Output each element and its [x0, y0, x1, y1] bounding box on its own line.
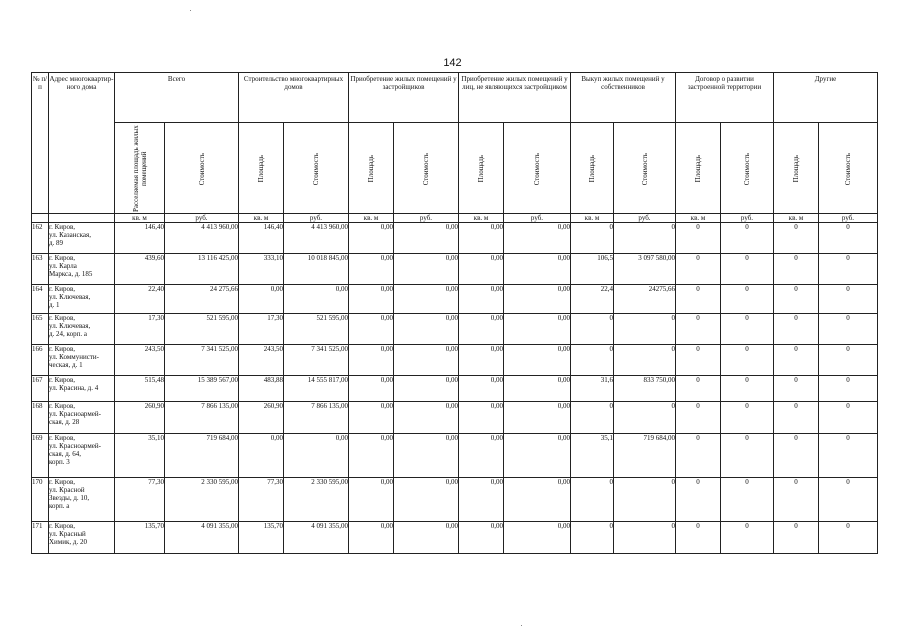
cell-cost: 0: [721, 402, 774, 434]
cell-area: 0: [676, 285, 721, 314]
cell-cost: 0: [721, 254, 774, 285]
cell-cost: 0,00: [394, 345, 459, 376]
address-line: ул. Красноармей-: [49, 410, 101, 418]
cell-cost: 719 684,00: [614, 434, 676, 478]
cell-cost: 0: [721, 223, 774, 254]
cell-area: 0,00: [459, 345, 504, 376]
unit-area: кв. м: [459, 214, 504, 223]
cell-cost: 10 018 845,00: [284, 254, 349, 285]
header-group-nondeveloper-purchase: Приобретение жилых помещений у лиц, не являющихся застройщиком: [459, 73, 571, 123]
address-line: г. Киров,: [49, 285, 76, 293]
subheader-cost: Стоимость: [721, 123, 774, 214]
cell-cost: 7 866 135,00: [284, 402, 349, 434]
table-row: [32, 522, 878, 554]
row-address: [49, 285, 115, 314]
cell-area: 260,90: [115, 402, 165, 434]
cell-area: 483,88: [239, 376, 284, 402]
cell-cost: 0,00: [394, 254, 459, 285]
row-number: 171: [32, 522, 49, 554]
cell-cost: 521 595,00: [284, 314, 349, 345]
cell-area: 0: [774, 478, 819, 522]
address-line: г. Киров,: [49, 402, 76, 410]
cell-area: 0: [676, 345, 721, 376]
row-address: [49, 223, 115, 254]
cell-area: 22,4: [571, 285, 614, 314]
cell-cost: 0,00: [394, 285, 459, 314]
cell-cost: 0: [819, 402, 878, 434]
cell-area: 333,10: [239, 254, 284, 285]
row-address: [49, 345, 115, 376]
cell-cost: 0: [614, 522, 676, 554]
address-line: г. Киров,: [49, 478, 76, 486]
address-line: ская, д. 28: [49, 418, 80, 426]
address-line: д. 24, корп. а: [49, 330, 87, 338]
cell-area: 0: [774, 223, 819, 254]
cell-area: 0: [571, 345, 614, 376]
scan-speck: [190, 10, 191, 11]
table-row: [32, 345, 878, 376]
cell-area: 0,00: [349, 402, 394, 434]
cell-cost: 0: [819, 376, 878, 402]
scan-speck: [521, 625, 522, 626]
cell-cost: 0: [819, 254, 878, 285]
cell-area: 0,00: [459, 402, 504, 434]
unit-cost: руб.: [819, 214, 878, 223]
cell-area: 135,70: [115, 522, 165, 554]
cell-area: 0,00: [459, 376, 504, 402]
subheader-cost: Стоимость: [819, 123, 878, 214]
address-line: ул. Красный: [49, 530, 86, 538]
header-group-total: Всего: [115, 73, 239, 123]
unit-cost: руб.: [721, 214, 774, 223]
subheader-area: Площадь: [774, 123, 819, 214]
unit-area: кв. м: [239, 214, 284, 223]
cell-cost: 0: [614, 314, 676, 345]
address-line: ул. Ключевая,: [49, 322, 91, 330]
cell-cost: 4 091 355,00: [165, 522, 239, 554]
header-address: Адрес многоквартир-ного дома: [49, 73, 115, 214]
subheader-cost: Стоимость: [165, 123, 239, 214]
cell-area: 0: [676, 314, 721, 345]
cell-cost: 15 389 567,00: [165, 376, 239, 402]
cell-area: 0,00: [349, 285, 394, 314]
address-line: г. Киров,: [49, 522, 76, 530]
unit-blank: [32, 214, 49, 223]
unit-blank: [49, 214, 115, 223]
cell-area: 0: [571, 478, 614, 522]
cell-cost: 0,00: [394, 522, 459, 554]
cell-area: 22,40: [115, 285, 165, 314]
cell-area: 0: [676, 223, 721, 254]
unit-area: кв. м: [349, 214, 394, 223]
cell-cost: 0,00: [394, 376, 459, 402]
cell-area: 0: [774, 314, 819, 345]
row-number: 168: [32, 402, 49, 434]
table-row: [32, 376, 878, 402]
row-number: 162: [32, 223, 49, 254]
cell-cost: 0,00: [394, 223, 459, 254]
address-line: корп. а: [49, 502, 70, 510]
cell-cost: 7 866 135,00: [165, 402, 239, 434]
cell-cost: 0: [819, 223, 878, 254]
cell-area: 135,70: [239, 522, 284, 554]
cell-cost: 0: [614, 402, 676, 434]
subheader-area: Площадь: [239, 123, 284, 214]
cell-area: 0,00: [459, 314, 504, 345]
row-address: [49, 402, 115, 434]
subheader-cost: Стоимость: [284, 123, 349, 214]
cell-area: 35,1: [571, 434, 614, 478]
cell-cost: 13 116 425,00: [165, 254, 239, 285]
table-row: [32, 285, 878, 314]
cell-cost: 0,00: [504, 314, 571, 345]
cell-area: 0,00: [459, 254, 504, 285]
cell-area: 0,00: [349, 376, 394, 402]
address-line: ул. Красина, д. 4: [49, 384, 99, 392]
unit-cost: руб.: [614, 214, 676, 223]
cell-area: 0,00: [459, 223, 504, 254]
header-group-buyout: Выкуп жилых помещений у собственников: [571, 73, 676, 123]
subheader-area: Площадь: [676, 123, 721, 214]
cell-area: 0: [676, 478, 721, 522]
cell-area: 0,00: [239, 434, 284, 478]
header-row-subcolumns: [32, 123, 878, 214]
cell-cost: 4 413 960,00: [165, 223, 239, 254]
cell-cost: 0,00: [504, 478, 571, 522]
cell-area: 0: [676, 434, 721, 478]
cell-cost: 4 413 960,00: [284, 223, 349, 254]
cell-area: 146,40: [239, 223, 284, 254]
cell-area: 0: [774, 522, 819, 554]
cell-area: 106,5: [571, 254, 614, 285]
cell-area: 0: [676, 522, 721, 554]
cell-cost: 0,00: [284, 434, 349, 478]
row-number: 169: [32, 434, 49, 478]
cell-cost: 0: [721, 434, 774, 478]
cell-cost: 0: [819, 522, 878, 554]
unit-cost: руб.: [394, 214, 459, 223]
cell-area: 243,50: [239, 345, 284, 376]
address-line: Химик, д. 20: [49, 538, 87, 546]
row-address: [49, 254, 115, 285]
row-number: 167: [32, 376, 49, 402]
cell-cost: 14 555 817,00: [284, 376, 349, 402]
cell-area: 260,90: [239, 402, 284, 434]
cell-area: 35,10: [115, 434, 165, 478]
row-number: 170: [32, 478, 49, 522]
row-address: [49, 376, 115, 402]
table-row: [32, 254, 878, 285]
address-line: ул. Красной: [49, 486, 85, 494]
cell-cost: 0,00: [504, 254, 571, 285]
subheader-cost: Стоимость: [394, 123, 459, 214]
cell-area: 0: [774, 285, 819, 314]
unit-area: кв. м: [115, 214, 165, 223]
cell-cost: 0,00: [504, 345, 571, 376]
table-row: [32, 434, 878, 478]
cell-cost: 0: [721, 314, 774, 345]
cell-cost: 0: [721, 478, 774, 522]
row-number: 163: [32, 254, 49, 285]
resettlement-table: [31, 72, 878, 554]
address-line: Маркса, д. 185: [49, 270, 93, 278]
cell-area: 0: [571, 223, 614, 254]
cell-cost: 4 091 355,00: [284, 522, 349, 554]
subheader-area: Площадь: [349, 123, 394, 214]
address-line: ческая, д. 1: [49, 361, 83, 369]
subheader-area: Площадь: [459, 123, 504, 214]
row-address: [49, 522, 115, 554]
address-line: ул. Красноармей-: [49, 442, 101, 450]
cell-area: 0: [774, 254, 819, 285]
row-address: [49, 478, 115, 522]
table-row: [32, 223, 878, 254]
cell-area: 0,00: [349, 434, 394, 478]
header-group-territory-agreement: Договор о развитии застроенной территории: [676, 73, 774, 123]
cell-area: 31,6: [571, 376, 614, 402]
address-line: д. 89: [49, 239, 64, 247]
cell-area: 17,30: [239, 314, 284, 345]
cell-cost: 0,00: [504, 285, 571, 314]
unit-area: кв. м: [571, 214, 614, 223]
cell-area: 0: [571, 402, 614, 434]
unit-cost: руб.: [284, 214, 349, 223]
cell-area: 0,00: [349, 314, 394, 345]
table-row: [32, 478, 878, 522]
cell-cost: 0: [614, 345, 676, 376]
cell-area: 0,00: [349, 223, 394, 254]
address-line: г. Киров,: [49, 434, 76, 442]
unit-cost: руб.: [165, 214, 239, 223]
table-body: [32, 223, 878, 554]
cell-area: 0,00: [349, 522, 394, 554]
address-line: ул. Ключевая,: [49, 293, 91, 301]
row-address: [49, 434, 115, 478]
cell-cost: 3 097 580,00: [614, 254, 676, 285]
address-line: ул. Карла: [49, 262, 77, 270]
subheader-area-total: Расселяемая площадь жилых помещений: [115, 123, 165, 214]
cell-cost: 7 341 525,00: [165, 345, 239, 376]
unit-area: кв. м: [676, 214, 721, 223]
cell-area: 0,00: [349, 345, 394, 376]
cell-cost: 0,00: [504, 223, 571, 254]
page-number: 142: [443, 57, 462, 69]
cell-cost: 0,00: [394, 402, 459, 434]
cell-area: 77,30: [115, 478, 165, 522]
cell-area: 0: [676, 254, 721, 285]
cell-area: 0,00: [349, 254, 394, 285]
cell-cost: 0,00: [394, 478, 459, 522]
row-address: [49, 314, 115, 345]
cell-cost: 719 684,00: [165, 434, 239, 478]
cell-area: 0,00: [459, 522, 504, 554]
cell-cost: 0: [721, 376, 774, 402]
cell-cost: 0: [819, 285, 878, 314]
address-line: г. Киров,: [49, 314, 76, 322]
cell-cost: 0,00: [394, 434, 459, 478]
cell-area: 146,40: [115, 223, 165, 254]
cell-cost: 7 341 525,00: [284, 345, 349, 376]
row-number: 165: [32, 314, 49, 345]
address-line: Звезды, д. 10,: [49, 494, 90, 502]
cell-area: 0,00: [349, 478, 394, 522]
cell-cost: 0: [721, 345, 774, 376]
cell-area: 0,00: [459, 434, 504, 478]
address-line: ская, д. 64,: [49, 450, 82, 458]
subheader-cost: Стоимость: [504, 123, 571, 214]
cell-area: 0: [774, 345, 819, 376]
header-row-units: [32, 214, 878, 223]
cell-cost: 0: [819, 314, 878, 345]
cell-cost: 0: [819, 434, 878, 478]
unit-cost: руб.: [504, 214, 571, 223]
cell-cost: 833 750,00: [614, 376, 676, 402]
row-number: 164: [32, 285, 49, 314]
cell-area: 0: [676, 376, 721, 402]
cell-cost: 2 330 595,00: [165, 478, 239, 522]
cell-area: 0: [774, 376, 819, 402]
cell-area: 0: [571, 314, 614, 345]
subheader-cost: Стоимость: [614, 123, 676, 214]
address-line: г. Киров,: [49, 223, 76, 231]
unit-area: кв. м: [774, 214, 819, 223]
cell-area: 0: [774, 402, 819, 434]
cell-area: 0,00: [239, 285, 284, 314]
cell-area: 0: [774, 434, 819, 478]
row-number: 166: [32, 345, 49, 376]
cell-cost: 2 330 595,00: [284, 478, 349, 522]
cell-area: 0: [676, 402, 721, 434]
address-line: ул. Казанская,: [49, 231, 91, 239]
address-line: г. Киров,: [49, 345, 76, 353]
cell-cost: 0,00: [504, 376, 571, 402]
cell-cost: 0: [721, 522, 774, 554]
cell-cost: 0: [721, 285, 774, 314]
cell-area: 0,00: [459, 285, 504, 314]
cell-area: 0: [571, 522, 614, 554]
address-line: г. Киров,: [49, 376, 76, 384]
address-line: корп. 3: [49, 458, 70, 466]
header-index: № п/п: [32, 73, 49, 214]
cell-cost: 0,00: [394, 314, 459, 345]
subheader-area: Площадь: [571, 123, 614, 214]
header-row-groups: [32, 73, 878, 123]
address-line: г. Киров,: [49, 254, 76, 262]
table-row: [32, 314, 878, 345]
cell-cost: 521 595,00: [165, 314, 239, 345]
cell-area: 439,60: [115, 254, 165, 285]
header-group-developer-purchase: Приобретение жилых помещений у застройщиков: [349, 73, 459, 123]
address-line: д. 1: [49, 301, 60, 309]
cell-cost: 0,00: [504, 402, 571, 434]
cell-area: 77,30: [239, 478, 284, 522]
header-group-other: Другие: [774, 73, 878, 123]
cell-cost: 0,00: [284, 285, 349, 314]
cell-area: 17,30: [115, 314, 165, 345]
cell-area: 515,48: [115, 376, 165, 402]
address-line: ул. Коммунисти-: [49, 353, 99, 361]
header-group-construction: Строительство многоквартирных домов: [239, 73, 349, 123]
cell-cost: 0: [614, 478, 676, 522]
cell-cost: 24 275,66: [165, 285, 239, 314]
table-row: [32, 402, 878, 434]
cell-cost: 0,00: [504, 522, 571, 554]
cell-cost: 0: [819, 478, 878, 522]
cell-area: 243,50: [115, 345, 165, 376]
cell-area: 0,00: [459, 478, 504, 522]
cell-cost: 0: [614, 223, 676, 254]
cell-cost: 24275,66: [614, 285, 676, 314]
cell-cost: 0: [819, 345, 878, 376]
cell-cost: 0,00: [504, 434, 571, 478]
